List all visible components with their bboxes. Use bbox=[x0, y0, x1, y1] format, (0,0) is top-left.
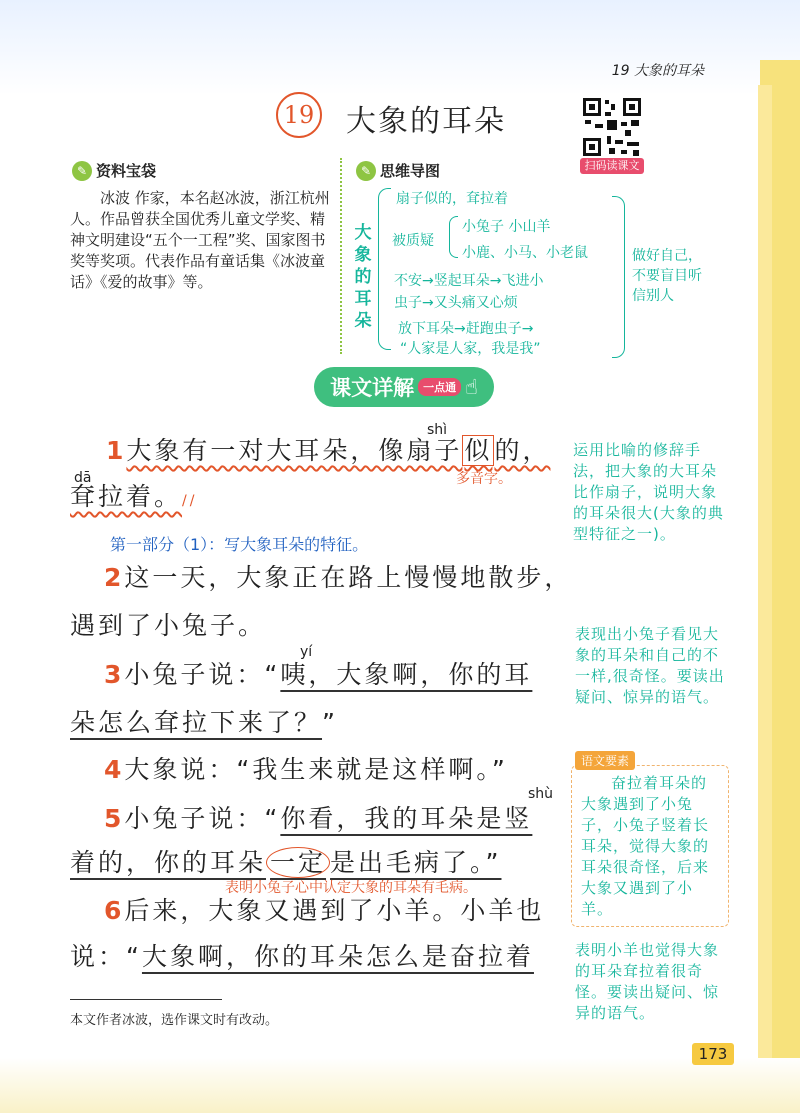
mindmap-branch-2-label: 被质疑 bbox=[392, 233, 434, 249]
page-edge-decoration-inner bbox=[758, 85, 772, 1113]
p5-l2b: 是出毛病了。” bbox=[330, 848, 502, 877]
mindmap-heading bbox=[356, 160, 440, 181]
side-note-1: 运用比喻的修辞手法，把大象的大耳朵比作扇子，说明大象的耳朵很大(大象的典型特征之一)。 bbox=[573, 441, 724, 543]
info-heading-text: 资料宝袋 bbox=[96, 162, 157, 180]
pinyin-da: dā bbox=[74, 470, 92, 486]
p3-end: ” bbox=[322, 708, 338, 737]
p1-line-2: 耷拉着。 bbox=[70, 482, 183, 511]
mindmap-bracket-left bbox=[378, 188, 391, 350]
p5-note: 表明小兔子心中认定大象的耳朵有毛病。 bbox=[225, 880, 477, 896]
mindmap-root: 大象的耳朵 bbox=[354, 223, 372, 331]
paragraph-number: 4 bbox=[104, 755, 125, 784]
p5-circled-word: 一定 bbox=[266, 847, 330, 878]
p5-line-1: 你看，我的耳朵是竖 bbox=[280, 804, 533, 833]
mindmap-bracket-small bbox=[449, 216, 458, 258]
p1-text-a: 大象有一对大耳朵，像扇子 bbox=[126, 436, 463, 465]
mindmap-bracket-right bbox=[612, 196, 625, 358]
running-title: 19 大象的耳朵 bbox=[611, 63, 704, 79]
paragraph-3-line-2 bbox=[70, 700, 338, 746]
qr-label: 扫码读课文 bbox=[580, 158, 644, 174]
mindmap-branch-1: 扇子似的，耷拉着 bbox=[396, 191, 508, 207]
p2-line-1: 这一天，大象正在路上慢慢地散步， bbox=[124, 563, 573, 592]
p5-l2a: 着的，你的耳朵 bbox=[70, 848, 267, 877]
paragraph-number: 6 bbox=[104, 896, 125, 925]
banner-sub: 一点通 bbox=[418, 378, 461, 396]
mindmap-branch-3-line2: 虫子→又头痛又心烦 bbox=[394, 295, 518, 311]
paragraph-5-line-1 bbox=[104, 796, 532, 842]
footer-background bbox=[0, 1058, 800, 1113]
side-note-box-label: 语文要素 bbox=[575, 751, 635, 770]
pencil-icon: ✎ bbox=[356, 161, 376, 181]
footnote: 本文作者冰波，选作课文时有改动。 bbox=[70, 1013, 279, 1028]
mindmap-conclusion: 做好自己，不要盲目听信别人 bbox=[632, 248, 702, 304]
page-number: 173 bbox=[692, 1043, 734, 1065]
pencil-icon: ✎ bbox=[72, 161, 92, 181]
mindmap-branch-3-line1: 不安→竖起耳朵→飞进小 bbox=[394, 273, 544, 289]
mindmap-branch-4-line2: “人家是人家，我是我” bbox=[400, 341, 541, 357]
p1-text-b: 的， bbox=[494, 436, 551, 465]
lesson-banner bbox=[314, 367, 494, 407]
p1-boxed-char: 似 bbox=[464, 436, 493, 465]
p1-note: 多音字。 bbox=[456, 471, 512, 487]
paragraph-6-line-2 bbox=[70, 934, 534, 980]
side-note-3: 奋拉着耳朵的大象遇到了小兔子，小兔子竖着长耳朵，觉得大象的耳朵很奇怪，后来大象又遇到了小羊。 bbox=[581, 774, 710, 918]
paragraph-1-line-2 bbox=[70, 474, 197, 524]
p4-line: 大象说：“我生来就是这样啊。” bbox=[124, 755, 508, 784]
p6-pre: 说：“ bbox=[70, 942, 142, 971]
side-note-2: 表现出小兔子看见大象的耳朵和自己的不一样,很奇怪。要读出疑问、惊异的语气。 bbox=[575, 625, 725, 706]
side-note-4: 表明小羊也觉得大象的耳朵耷拉着很奇怪。要读出疑问、惊异的语气。 bbox=[575, 941, 720, 1022]
paragraph-number: 1 bbox=[106, 436, 127, 465]
header-background bbox=[0, 0, 800, 95]
paragraph-3-line-1 bbox=[104, 652, 532, 698]
p5-pre: 小兔子说：“ bbox=[124, 804, 281, 833]
qr-code-icon[interactable] bbox=[581, 96, 643, 158]
paragraph-number: 5 bbox=[104, 804, 125, 833]
section-divider bbox=[340, 158, 342, 354]
lesson-number: 19 bbox=[276, 92, 322, 138]
pinyin-shu: shù bbox=[528, 786, 554, 802]
paragraph-6-line-1 bbox=[104, 888, 544, 934]
banner-title: 课文详解 bbox=[330, 376, 415, 400]
mindmap-branch-2-sub1: 小兔子 小山羊 bbox=[462, 219, 551, 235]
footnote-rule bbox=[70, 999, 222, 1000]
info-heading bbox=[72, 160, 156, 181]
p3-pre: 小兔子说：“ bbox=[124, 660, 281, 689]
paragraph-number: 3 bbox=[104, 660, 125, 689]
p3-line-1: 咦，大象啊，你的耳 bbox=[280, 660, 533, 689]
part-1-note: 第一部分（1）：写大象耳朵的特征。 bbox=[110, 535, 369, 554]
paragraph-number: 2 bbox=[104, 563, 125, 592]
pinyin-shi: shì bbox=[427, 422, 448, 438]
lesson-title: 大象的耳朵 bbox=[346, 104, 506, 139]
p3-line-2: 朵怎么耷拉下来了？ bbox=[70, 708, 323, 737]
paragraph-2-line-1 bbox=[104, 555, 572, 601]
p6-line-2: 大象啊，你的耳朵怎么是奋拉着 bbox=[141, 942, 534, 971]
paragraph-4 bbox=[104, 747, 508, 793]
author-info: 冰波 作家，本名赵冰波，浙江杭州人。作品曾获全国优秀儿童文学奖、精神文明建设“五个一工程”奖、国家图书奖等奖项。代表作品有童话集《冰波童话》《爱的故事》等。 bbox=[70, 189, 330, 291]
p6-line-1: 后来，大象又遇到了小羊。小羊也 bbox=[124, 896, 545, 925]
pointing-hand-icon: ☝ bbox=[465, 375, 478, 399]
mindmap-branch-4-line1: 放下耳朵→赶跑虫子→ bbox=[398, 321, 534, 337]
pinyin-yi: yí bbox=[300, 644, 313, 660]
paragraph-2-line-2: 遇到了小兔子。 bbox=[70, 611, 267, 640]
mindmap-heading-text: 思维导图 bbox=[380, 162, 441, 180]
section-break-mark: // bbox=[182, 493, 198, 509]
mindmap-branch-2-sub2: 小鹿、小马、小老鼠 bbox=[462, 245, 588, 261]
